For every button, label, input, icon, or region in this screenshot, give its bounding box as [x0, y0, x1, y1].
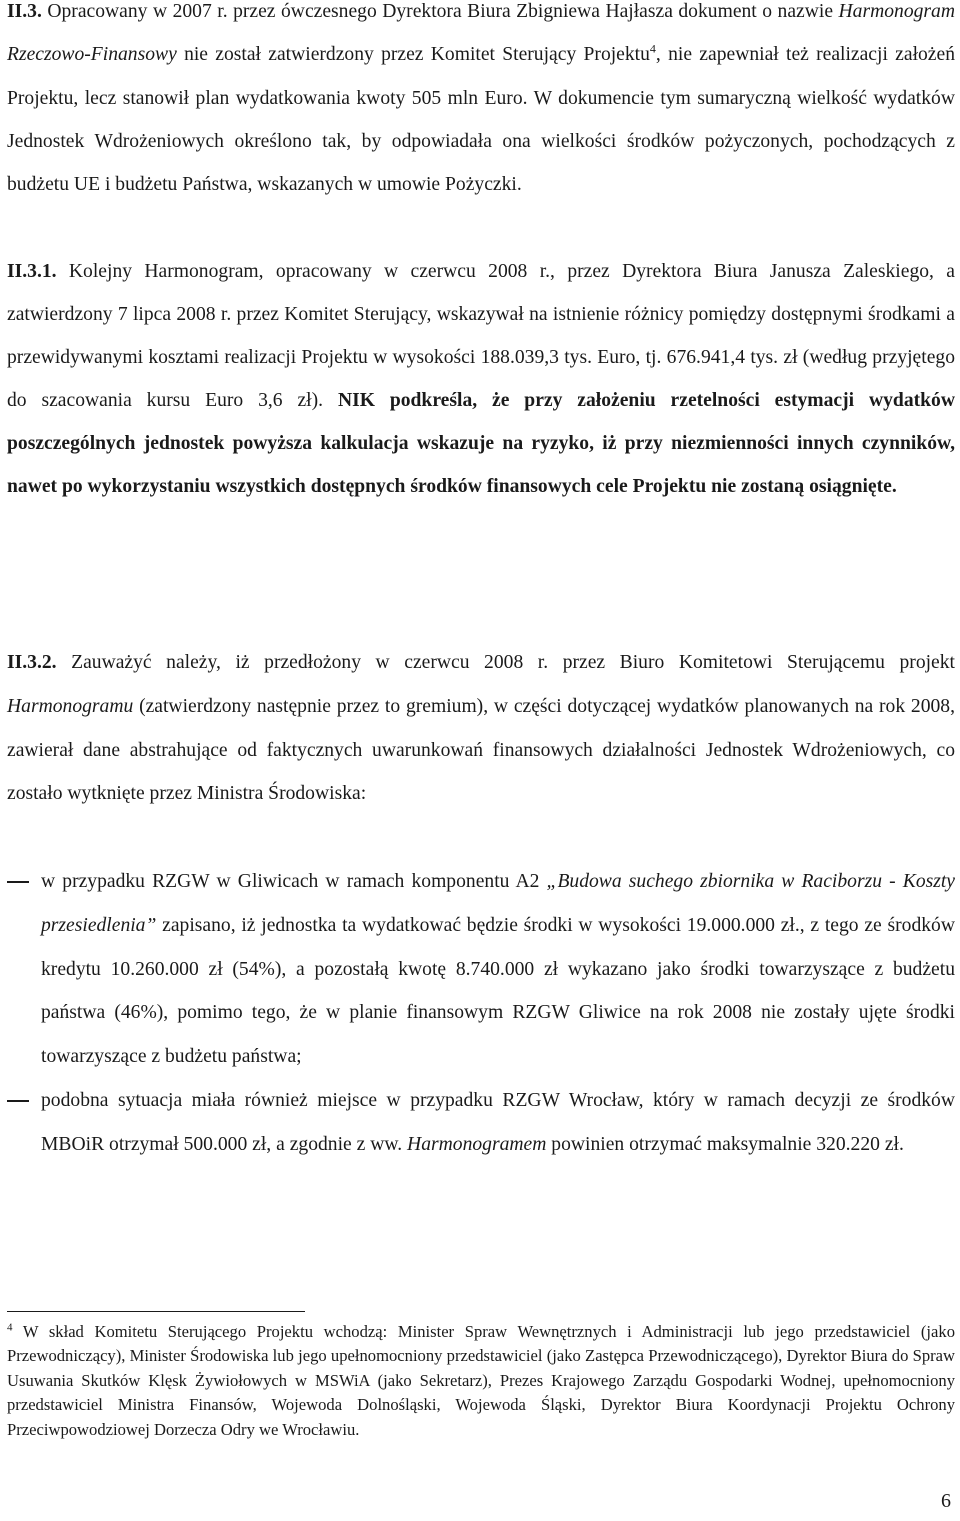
document-title: Harmonogram Rzeczowo-Finansowy: [7, 1, 955, 66]
nik-emphasis: NIK podkreśla, że przy założeniu rzetelności estymacji wydatków poszczególnych jednostek powyższa kalkulacja wskazuje na ryzyko, iż przy niezmienności innych czynników, nawet po wykorzystaniu wszystkich dostępnych środków finansowych cele Projektu nie zostaną osiągnięte.: [7, 390, 955, 497]
dash-bullet: [7, 1100, 29, 1102]
page-number: 6: [941, 1490, 951, 1512]
dash-bullet: [7, 881, 29, 883]
footnote-separator: [7, 1311, 305, 1312]
section-number: II.3.1.: [7, 261, 57, 282]
paragraph-text: nie został zatwierdzony przez Komitet Sterujący Projektu: [176, 44, 650, 66]
paragraph-II-3: [7, 0, 955, 206]
list-item: [7, 1079, 955, 1167]
component-title: „Budowa suchego zbiornika w Raciborzu - Koszty przesiedlenia”: [41, 871, 956, 936]
document-title: Harmonogramu: [7, 695, 134, 717]
list-item: [7, 860, 955, 1079]
section-number: II.3.: [7, 1, 42, 22]
list-text: w przypadku RZGW w Gliwicach w ramach komponentu A2: [41, 871, 547, 892]
paragraph-text: Kolejny Harmonogram, opracowany w czerwcu 2008 r., przez Dyrektora Biura Janusza Zaleskiego, a zatwierdzony 7 lipca 2008 r. przez Komitet Sterujący, wskazywał na istnienie różnicy pomiędzy dostępnymi środkami a przewidywanymi kosztami realizacji Projektu w wysokości 188.039,3 tys. Euro, tj. 676.941,4 tys. zł (według przyjętego do szacowania kursu Euro 3,6 zł).: [7, 261, 955, 411]
list-text: podobna sytuacja miała również miejsce w przypadku RZGW Wrocław, który w ramach decyzji ze środków MBOiR otrzymał 500.000 zł, a zgodnie z ww.: [41, 1089, 955, 1155]
paragraph-text: Opracowany w 2007 r. przez ówczesnego Dyrektora Biura Zbigniewa Hajłasza dokument o nazwie: [41, 1, 839, 22]
paragraph-II-3-2: [7, 641, 955, 816]
list-text: powinien otrzymać maksymalnie 320.220 zł.: [546, 1133, 904, 1155]
paragraph-text: (zatwierdzony następnie przez to gremium), w części dotyczącej wydatków planowanych na rok 2008, zawierał dane abstrahujące od faktycznych uwarunkowań finansowych działalności Jednostek Wdrożeniowych, co zostało wytknięte przez Ministra Środowiska:: [7, 695, 955, 805]
document-title: Harmonogramem: [407, 1133, 547, 1155]
paragraph-text: , nie zapewniał też realizacji założeń Projektu, lecz stanowił plan wydatkowania kwoty 505 mln Euro. W dokumencie tym sumaryczną wielkość wydatków Jednostek Wdrożeniowych określono tak, by odpowiadała ona wielkości środków pożyczonych, pochodzących z budżetu UE i budżetu Państwa, wskazanych w umowie Pożyczki.: [7, 44, 955, 196]
findings-list: [7, 860, 955, 1167]
paragraph-II-3-1: [7, 250, 955, 508]
list-text: zapisano, iż jednostka ta wydatkować będzie środki w wysokości 19.000.000 zł., z tego ze środków kredytu 10.260.000 zł (54%), a pozostałą kwotę 8.740.000 zł wykazano jako środki towarzyszące z budżetu państwa (46%), pomimo tego, że w planie finansowym RZGW Gliwice na rok 2008 nie zostały ujęte środki towarzyszące z budżetu państwa;: [41, 914, 955, 1068]
footnote-reference[interactable]: 4: [649, 41, 656, 56]
footnote-mark: 4: [7, 1321, 13, 1334]
footnote: [7, 1320, 955, 1442]
paragraph-text: Zauważyć należy, iż przedłożony w czerwcu 2008 r. przez Biuro Komitetowi Sterującemu projekt: [56, 652, 955, 673]
footnote-text: W skład Komitetu Sterującego Projektu wchodzą: Minister Spraw Wewnętrznych i Administracji lub jego przedstawiciel (jako Przewodniczący), Minister Środowiska lub jego upełnomocniony przedstawiciel (jako Zastępca Przewodniczącego), Dyrektor Biura do Spraw Usuwania Skutków Klęsk Żywiołowych w MSWiA (jako Sekretarz), Prezes Krajowego Zarządu Gospodarki Wodnej, upełnomocniony przedstawiciel Ministra Finansów, Wojewoda Dolnośląski, Wojewoda Śląski, Dyrektor Biura Koordynacji Projektu Ochrony Przeciwpowodziowej Dorzecza Odry we Wrocławiu.: [7, 1322, 955, 1439]
section-number: II.3.2.: [7, 652, 57, 673]
